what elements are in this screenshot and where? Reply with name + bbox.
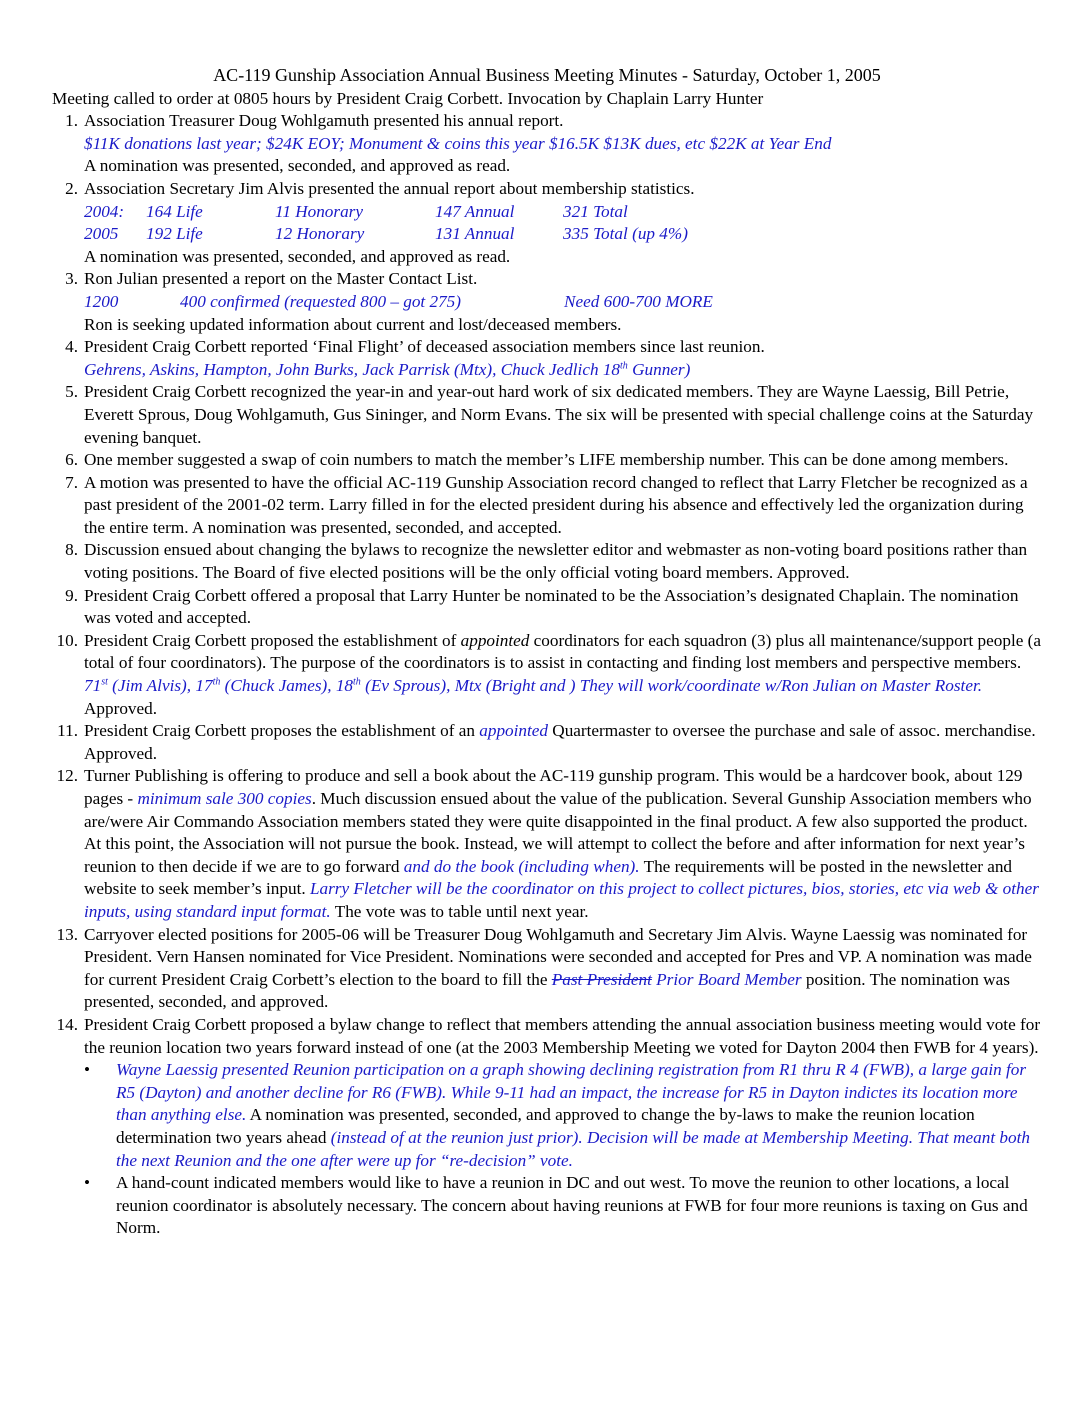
item-tail: A nomination was presented, seconded, and approved as read. [84,156,511,176]
stats-row-2005 [84,223,1042,246]
item-text: President Craig Corbett proposes the establishment of an appointed Quartermaster to oversee the purchase and sale of assoc. merchandise. Approved. [84,721,1036,763]
document-title: AC-119 Gunship Association Annual Business Meeting Minutes - Saturday, October 1, 2005 [213,65,881,85]
item-tail: Ron is seeking updated information about current and lost/deceased members. [84,314,622,334]
item-number: 11. [57,721,78,741]
minutes-item-11 [52,720,1042,765]
item-text: A motion was presented to have the official AC-119 Gunship Association record changed to reflect that Larry Fletcher be recognized as a past president of the 2001-02 term. Larry filled in for the elected president during his absence and effectively led the organization during the entire term. A nomination was presented, seconded, and accepted. [84,472,1028,537]
item-text: Association Treasurer Doug Wohlgamuth presented his annual report. [84,111,564,131]
item-text: President Craig Corbett recognized the year-in and year-out hard work of six dedicated members. They are Wayne Laessig, Bill Petrie, Everett Sprous, Doug Wohlgamuth, Gus Sininger, and Norm Evans. The six will be presented with special challenge coins at the Saturday evening banquet. [84,382,1034,447]
minutes-item-12 [52,765,1042,923]
minutes-item-13 [52,924,1042,1014]
contact-confirmed: 400 confirmed (requested 800 – got 275) [180,291,462,311]
minutes-item-14 [52,1014,1042,1059]
item-number: 2. [65,178,78,198]
item-14-bullets [52,1059,1042,1240]
item-number: 12. [56,766,78,786]
item-text: President Craig Corbett offered a proposal that Larry Hunter be nominated to be the Association’s designated Chaplain. The nomination was voted and accepted. [84,585,1019,628]
minutes-item-3 [52,268,1042,336]
stats-life: 192 Life [146,224,203,244]
item-number: 7. [65,472,78,492]
minutes-item-10 [52,630,1042,720]
item-number: 14. [56,1014,78,1034]
item-text: President Craig Corbett proposed the establishment of appointed coordinators for each squadron (3) plus all maintenance/support people (a total of four coordinators). The purpose of the coordinators is to assist in contacting and finding lost members and perspective members. 71st (Jim Alvis), 17th (Chuck James), 18th (Ev Sprous), Mtx (Bright and ) They will work/coordinate w/Ron Julian on Master Roster. Approved. [84,630,1042,718]
stats-total: 321 Total [563,201,628,221]
minutes-item-4 [52,336,1042,381]
item-text: President Craig Corbett proposed a bylaw change to reflect that members attending the annual association business meeting would vote for the reunion location two years forward instead of one (at the 2003 Membership Meeting we voted for Dayton 2004 then FWB for 4 years). [84,1014,1041,1057]
item-number: 10. [56,630,78,650]
item-number: 9. [65,585,78,605]
item-number: 8. [65,540,78,560]
minutes-page [52,64,1042,1240]
stats-row-2004 [84,201,1042,224]
item-text: One member suggested a swap of coin numbers to match the member’s LIFE membership number. This can be done among members. [84,450,1009,470]
minutes-item-2 [52,178,1042,268]
minutes-item-8 [52,539,1042,584]
minutes-item-5 [52,381,1042,449]
minutes-item-9 [52,585,1042,630]
minutes-item-7 [52,472,1042,540]
stats-annual: 131 Annual [435,224,515,244]
item-number: 4. [65,337,78,357]
item-tail: A nomination was presented, seconded, and approved as read. [84,246,511,266]
item-text: Ron Julian presented a report on the Master Contact List. [84,269,478,289]
item-text: Association Secretary Jim Alvis presented the annual report about membership statistics. [84,178,695,198]
stats-annual: 147 Annual [435,201,515,221]
contact-needed: Need 600-700 MORE [564,291,713,311]
struck-text: Past President [551,969,652,989]
contact-list-note [84,291,1042,314]
contact-total: 1200 [84,291,119,311]
item-number: 6. [65,450,78,470]
item-number: 1. [65,111,78,131]
minutes-item-1 [52,110,1042,178]
stats-total: 335 Total (up 4%) [563,224,688,244]
item-text: Turner Publishing is offering to produce and sell a book about the AC-119 gunship program. This would be a hardcover book, about 129 pages - minimum sale 300 copies. Much discussion ensued about the value of the publication. Several Gunship Association members who are/were Air Commando Association members stated they were quite disappointed in the final product. A few also supported the product. At this point, the Association will not pursue the book. Instead, we will attempt to collect the before and after information for next year’s reunion to then decide if we are to go forward and do the book (including when). The requirements will be posted in the newsletter and website to seek member’s input. Larry Fletcher will be the coordinator on this project to collect pictures, bios, stories, etc via web & other inputs, using standard input format. The vote was to table until next year. [84,766,1039,921]
stats-year: 2005 [84,224,119,244]
final-flight-names: Gehrens, Askins, Hampton, John Burks, Jack Parrisk (Mtx), Chuck Jedlich 18th Gunner) [84,359,691,379]
item-text: President Craig Corbett reported ‘Final Flight’ of deceased association members since last reunion. [84,337,765,357]
stats-honorary: 12 Honorary [275,224,365,244]
list-item: • A hand-count indicated members would like to have a reunion in DC and out west. To move the reunion to other locations, a local reunion coordinator is absolutely necessary. The concern about having reunions at FWB for four more reunions is taxing on Gus and Norm. [84,1173,1028,1238]
item-text: Carryover elected positions for 2005-06 will be Treasurer Doug Wohlgamuth and Secretary Jim Alvis. Wayne Laessig was nominated for President. Vern Hansen nominated for Vice President. Nominations were seconded and accepted for Pres and VP. A nomination was made for current President Craig Corbett’s election to the board to fill the Past President Prior Board Member position. The nomination was presented, seconded, and approved. [84,924,1032,1012]
item-number: 3. [65,269,78,289]
treasurer-note: $11K donations last year; $24K EOY; Monument & coins this year $16.5K $13K dues, etc $22K at Year End [84,133,832,153]
item-text: Discussion ensued about changing the bylaws to recognize the newsletter editor and webmaster as non-voting board positions rather than voting positions. The Board of five elected positions will be the only official voting board members. Approved. [84,540,1028,583]
stats-year: 2004: [84,201,125,221]
bullet-icon: • [84,1173,91,1193]
opening-line: Meeting called to order at 0805 hours by President Craig Corbett. Invocation by Chaplain Larry Hunter [52,88,764,108]
stats-life: 164 Life [146,201,203,221]
item-number: 13. [56,924,78,944]
minutes-item-6 [52,449,1042,472]
bullet-icon: • [84,1060,91,1080]
stats-honorary: 11 Honorary [275,201,364,221]
item-number: 5. [65,382,78,402]
list-item: • Wayne Laessig presented Reunion participation on a graph showing declining registration from R1 thru R 4 (FWB), a large gain for R5 (Dayton) and another decline for R6 (FWB). While 9-11 had an impact, the increase for R5 in Dayton indictes its location more than anything else. A nomination was presented, seconded, and approved to change the by-laws to make the reunion location determination two years ahead (instead of at the reunion just prior). Decision will be made at Membership Meeting. That meant both the next Reunion and the one after were up for “re-decision” vote. [84,1060,1030,1170]
